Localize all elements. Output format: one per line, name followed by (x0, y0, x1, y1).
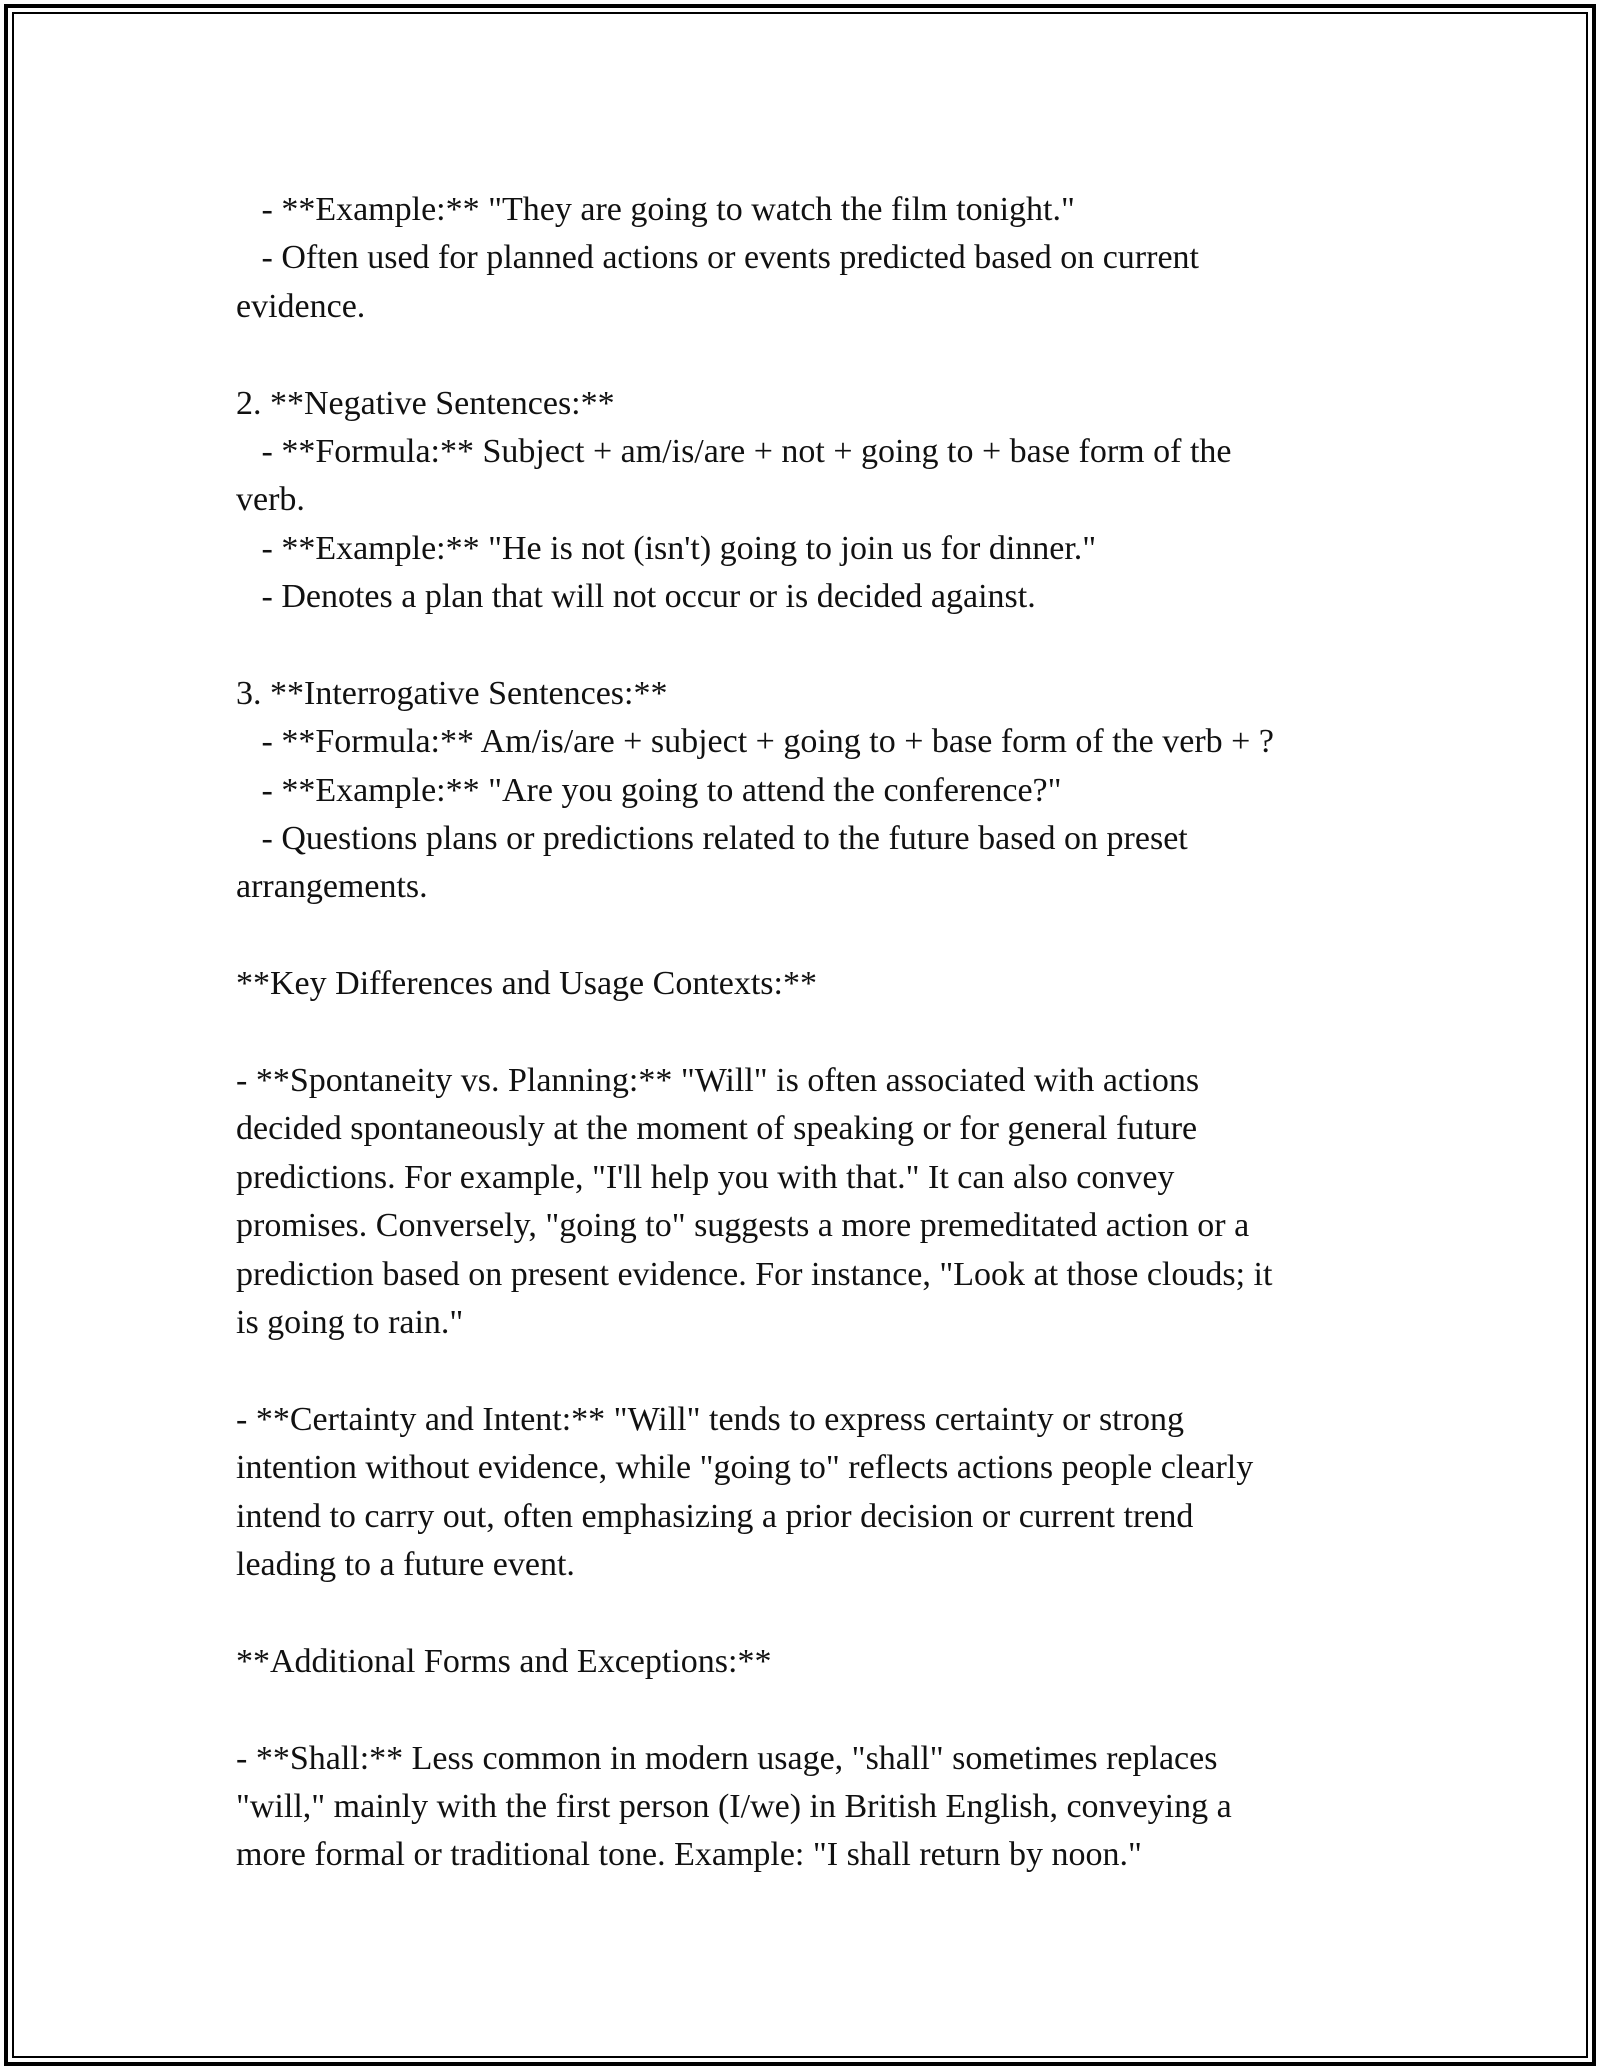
text-line: predictions. For example, "I'll help you with that." It can also convey (236, 1158, 1175, 1196)
text-line: promises. Conversely, "going to" suggests a more premeditated action or a (236, 1207, 1250, 1245)
text-line: more formal or traditional tone. Example: "I shall return by noon." (236, 1836, 1142, 1874)
section-heading-interrogative: 3. **Interrogative Sentences:** (236, 674, 668, 712)
text-line: verb. (236, 481, 305, 519)
text-line: - **Example:** "They are going to watch the film tonight." (236, 191, 1075, 228)
text-line: - **Spontaneity vs. Planning:** "Will" is often associated with actions (236, 1062, 1200, 1100)
text-line: - **Shall:** Less common in modern usage, "shall" sometimes replaces (236, 1739, 1218, 1777)
blank-line (236, 912, 1406, 960)
text-line: "will," mainly with the first person (I/we) in British English, conveying a (236, 1787, 1232, 1825)
text-line: - **Example:** "He is not (isn't) going to join us for dinner." (236, 529, 1097, 567)
blank-line (236, 1009, 1406, 1057)
text-line: - **Formula:** Am/is/are + subject + going to + base form of the verb + ? (236, 723, 1274, 761)
text-line: - **Formula:** Subject + am/is/are + not + going to + base form of the (236, 432, 1232, 470)
text-line: - Often used for planned actions or events predicted based on current (236, 239, 1199, 277)
blank-line (236, 331, 1406, 379)
blank-line (236, 622, 1406, 670)
text-line: prediction based on present evidence. For instance, "Look at those clouds; it (236, 1255, 1273, 1293)
section-heading-additional-forms: **Additional Forms and Exceptions:** (236, 1642, 772, 1680)
text-line: is going to rain." (236, 1303, 464, 1341)
text-line: decided spontaneously at the moment of speaking or for general future (236, 1110, 1198, 1148)
blank-line (236, 1589, 1406, 1637)
text-line: leading to a future event. (236, 1545, 575, 1583)
text-line: arrangements. (236, 868, 428, 906)
text-line: evidence. (236, 287, 366, 325)
text-line: intention without evidence, while "going to" reflects actions people clearly (236, 1449, 1254, 1487)
text-line: - **Example:** "Are you going to attend the conference?" (236, 771, 1062, 809)
text-line: - Questions plans or predictions related to the future based on preset (236, 820, 1188, 858)
blank-line (236, 1347, 1406, 1395)
section-heading-negative: 2. **Negative Sentences:** (236, 384, 615, 422)
text-line: - **Certainty and Intent:** "Will" tends to express certainty or strong (236, 1400, 1184, 1438)
text-line: - Denotes a plan that will not occur or is decided against. (236, 578, 1036, 616)
document-body (236, 186, 1406, 1880)
blank-line (236, 1686, 1406, 1734)
text-line: intend to carry out, often emphasizing a prior decision or current trend (236, 1497, 1194, 1535)
section-heading-key-differences: **Key Differences and Usage Contexts:** (236, 965, 817, 1003)
